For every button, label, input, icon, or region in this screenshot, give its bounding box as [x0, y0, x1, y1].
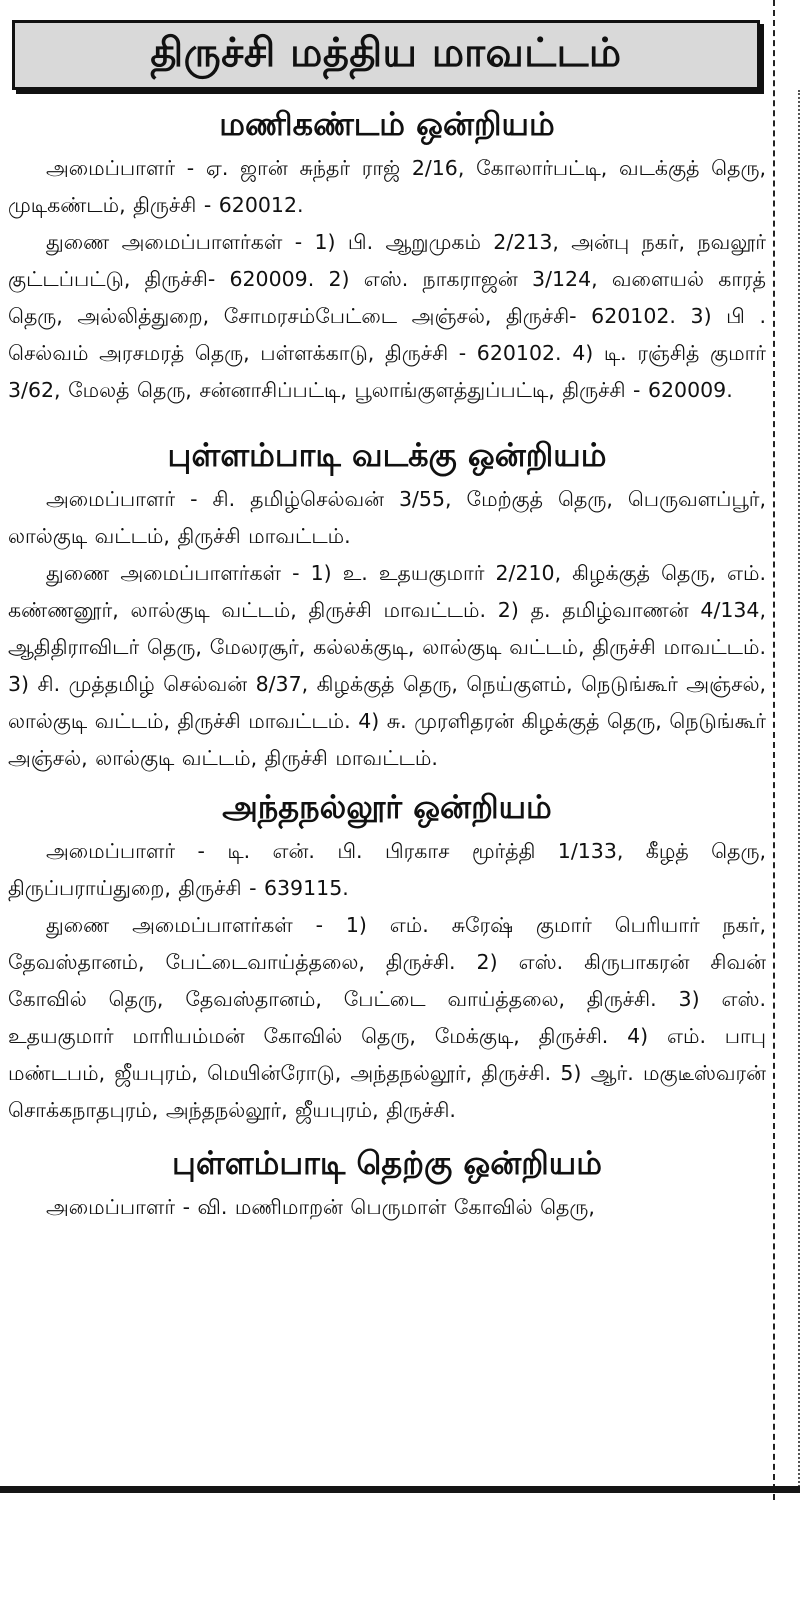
- section-manikandam: [8, 104, 766, 409]
- section-heading: புள்ளம்பாடி தெற்கு ஒன்றியம்: [172, 1144, 602, 1182]
- organizer-paragraph: அமைப்பாளர் - வி. மணிமாறன் பெருமாள் கோவில் தெரு,: [46, 1195, 595, 1219]
- section-heading: அந்தநல்லூர் ஒன்றியம்: [222, 788, 552, 826]
- section-pullambadi-north: [8, 435, 766, 777]
- section-heading: மணிகண்டம் ஒன்றியம்: [219, 105, 555, 143]
- article-body: [8, 104, 766, 1226]
- section-pullambadi-south: [8, 1143, 766, 1226]
- adjacent-column-edge: [788, 90, 800, 1490]
- deputy-organizers-paragraph: துணை அமைப்பாளர்கள் - 1) பி. ஆறுமுகம் 2/213, அன்பு நகர், நவலூர் குட்டப்பட்டு, திருச்சி- 620009. 2) எஸ். நாகராஜன் 3/124, வளையல் காரத் தெரு, அல்லித்துறை, சோமரசம்பேட்டை அஞ்சல், திருச்சி- 620102. 3) பி . செல்வம் அரசமரத் தெரு, பள்ளக்காடு, திருச்சி - 620102. 4) டி. ரஞ்சித் குமார் 3/62, மேலத் தெரு, சன்னாசிப்பட்டி, பூலாங்குளத்துப்பட்டி, திருச்சி - 620009.: [8, 230, 766, 402]
- page-title: திருச்சி மத்திய மாவட்டம்: [12, 20, 760, 90]
- section-anthanallur: [8, 787, 766, 1129]
- deputy-organizers-paragraph: துணை அமைப்பாளர்கள் - 1) எம். சுரேஷ் குமார் பெரியார் நகர், தேவஸ்தானம், பேட்டைவாய்த்தலை, திருச்சி. 2) எஸ். கிருபாகரன் சிவன் கோவில் தெரு, தேவஸ்தானம், பேட்டை வாய்த்தலை, திருச்சி. 3) எஸ். உதயகுமார் மாரியம்மன் கோவில் தெரு, மேக்குடி, திருச்சி. 4) எம். பாபு மண்டபம், ஜீயபுரம், மெயின்ரோடு, அந்தநல்லூர், திருச்சி. 5) ஆர். மகுடீஸ்வரன் சொக்கநாதபுரம், அந்தநல்லூர், ஜீயபுரம், திருச்சி.: [8, 913, 766, 1122]
- organizer-paragraph: அமைப்பாளர் - சி. தமிழ்செல்வன் 3/55, மேற்குத் தெரு, பெருவளப்பூர், லால்குடி வட்டம், திருச்சி மாவட்டம்.: [8, 487, 766, 548]
- organizer-paragraph: அமைப்பாளர் - ஏ. ஜான் சுந்தர் ராஜ் 2/16, கோலார்பட்டி, வடக்குத் தெரு, முடிகண்டம், திருச்சி - 620012.: [8, 156, 766, 217]
- bottom-rule: [0, 1486, 800, 1493]
- section-heading: புள்ளம்பாடி வடக்கு ஒன்றியம்: [167, 436, 607, 474]
- deputy-organizers-paragraph: துணை அமைப்பாளர்கள் - 1) உ. உதயகுமார் 2/210, கிழக்குத் தெரு, எம். கண்ணனூர், லால்குடி வட்டம், திருச்சி மாவட்டம். 2) த. தமிழ்வாணன் 4/134, ஆதிதிராவிடர் தெரு, மேலரசூர், கல்லக்குடி, லால்குடி வட்டம், திருச்சி மாவட்டம். 3) சி. முத்தமிழ் செல்வன் 8/37, கிழக்குத் தெரு, நெய்குளம், நெடுங்கூர் அஞ்சல், லால்குடி வட்டம், திருச்சி மாவட்டம். 4) சு. முரளிதரன் கிழக்குத் தெரு, நெடுங்கூர் அஞ்சல், லால்குடி வட்டம், திருச்சி மாவட்டம்.: [8, 561, 766, 770]
- organizer-paragraph: அமைப்பாளர் - டி. என். பி. பிரகாச மூர்த்தி 1/133, கீழத் தெரு, திருப்பராய்துறை, திருச்சி - 639115.: [8, 839, 766, 900]
- column-divider: [773, 0, 775, 1500]
